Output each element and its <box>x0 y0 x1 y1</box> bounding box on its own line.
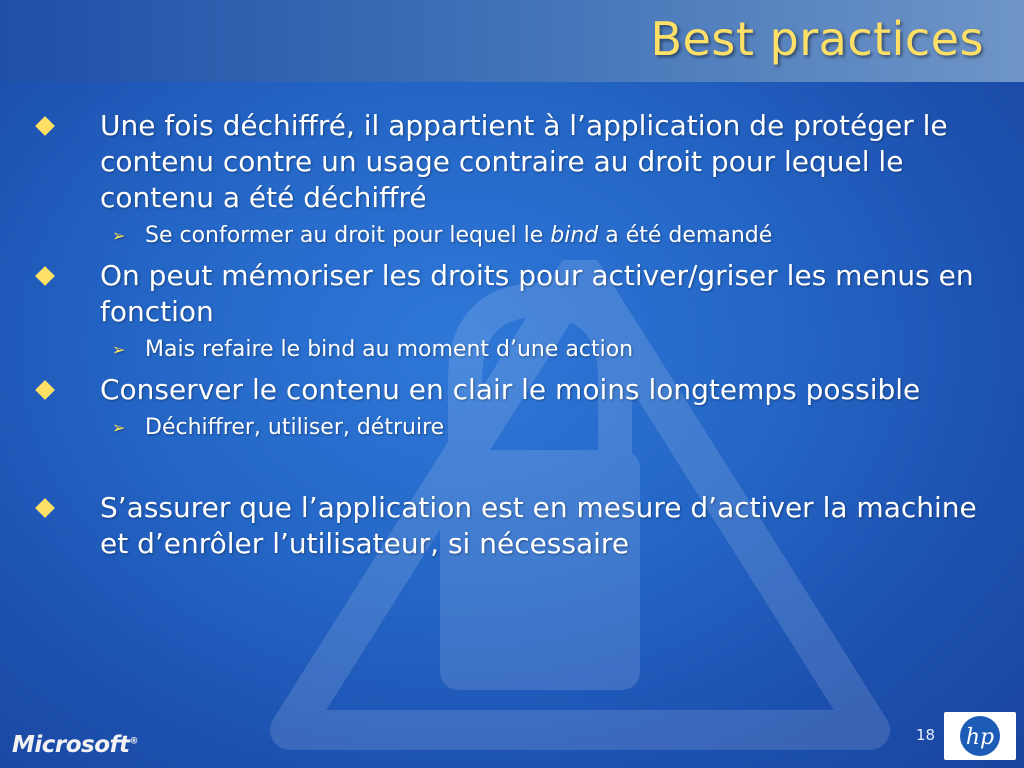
sub-bullet-item <box>30 414 990 442</box>
diamond-bullet-icon <box>35 498 55 518</box>
bullet-item <box>30 258 990 330</box>
slide-title: Best practices <box>650 12 984 66</box>
bullet-text: On peut mémoriser les droits pour activer/griser les menus en fonction <box>100 259 974 328</box>
hp-logo <box>944 712 1016 760</box>
arrow-bullet-icon: ➢ <box>112 340 126 359</box>
spacer <box>30 450 990 490</box>
bullet-item <box>30 372 990 408</box>
sub-bullet-text: Déchiffrer, utiliser, détruire <box>145 415 445 440</box>
sub-bullet-text-end: a été demandé <box>598 223 773 248</box>
bullet-text: S’assurer que l’application est en mesure d’activer la machine et d’enrôler l’utilisateur, si nécessaire <box>100 491 977 560</box>
arrow-bullet-icon: ➢ <box>112 226 126 245</box>
hp-logo-icon <box>944 712 1016 760</box>
page-number: 18 <box>916 726 936 744</box>
sub-bullet-text: Se conformer au droit pour lequel le <box>145 223 551 248</box>
sub-bullet-item <box>30 336 990 364</box>
diamond-bullet-icon <box>35 266 55 286</box>
bullet-item <box>30 108 990 216</box>
bullet-item <box>30 490 990 562</box>
microsoft-logo-text: Microsoft <box>12 732 130 758</box>
sub-bullet-italic-text: bind <box>550 223 599 248</box>
arrow-bullet-icon: ➢ <box>112 418 126 437</box>
bullet-text: Conserver le contenu en clair le moins longtemps possible <box>100 373 921 406</box>
sub-bullet-item <box>30 222 990 250</box>
slide-content <box>30 108 990 568</box>
diamond-bullet-icon <box>35 116 55 136</box>
bullet-text: Une fois déchiffré, il appartient à l’application de protéger le contenu contre un usage contraire au droit pour lequel le contenu a été déchiffré <box>100 109 948 214</box>
diamond-bullet-icon <box>35 380 55 400</box>
microsoft-logo: Microsoft® <box>12 732 139 758</box>
sub-bullet-text: Mais refaire le bind au moment d’une action <box>145 337 634 362</box>
hp-logo-text: hp <box>965 725 995 750</box>
